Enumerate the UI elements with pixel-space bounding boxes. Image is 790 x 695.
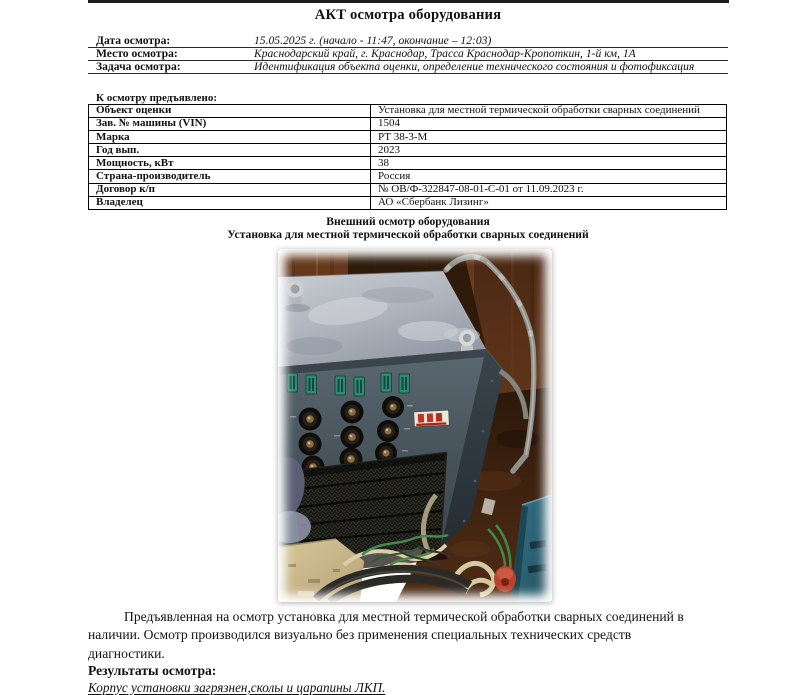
equip-label: Мощность, кВт	[89, 157, 371, 170]
findings-line: диагностики.	[88, 645, 165, 661]
table-row	[89, 196, 727, 209]
table-row	[88, 47, 728, 60]
equip-value: Россия	[371, 170, 727, 183]
presented-heading: К осмотру предъявлено:	[96, 92, 218, 104]
table-row	[89, 131, 727, 144]
equipment-photo-illustration	[278, 249, 552, 602]
table-row	[89, 170, 727, 183]
section-heading: Внешний осмотр оборудования	[326, 215, 490, 228]
page-title: АКТ осмотра оборудования	[314, 7, 502, 23]
equip-value: Установка для местной термической обработки сварных соединений	[371, 105, 727, 118]
meta-label: Задача осмотра:	[88, 60, 248, 73]
equipment-photo	[278, 249, 552, 602]
findings-paragraph	[88, 608, 738, 663]
table-row	[88, 60, 728, 73]
equip-label: Марка	[89, 131, 371, 144]
equip-value: 2023	[371, 144, 727, 157]
equip-label: Год вып.	[89, 144, 371, 157]
inspection-meta-table	[88, 35, 728, 74]
equip-label: Страна-производитель	[89, 170, 371, 183]
equip-value: РТ 38-3-М	[371, 131, 727, 144]
meta-label: Дата осмотра:	[88, 35, 248, 47]
meta-value: 15.05.2025 г. (начало - 11:47, окончание – 12:03)	[248, 35, 728, 47]
equip-label: Договор к/п	[89, 183, 371, 196]
table-row	[89, 157, 727, 170]
top-divider	[88, 0, 729, 3]
meta-label: Место осмотра:	[88, 47, 248, 60]
results-heading: Результаты осмотра:	[88, 663, 217, 678]
equip-value: 38	[371, 157, 727, 170]
results-value: Корпус установки загрязнен,сколы и царапины ЛКП.	[88, 679, 386, 695]
table-row	[88, 35, 728, 47]
equip-value: АО «Сбербанк Лизинг»	[371, 196, 727, 209]
equipment-details-table	[88, 104, 727, 210]
table-row	[89, 105, 727, 118]
red-cable-connector	[494, 566, 516, 592]
equip-value: 1504	[371, 118, 727, 131]
findings-line: Предъявленная на осмотр установка для местной термической обработки сварных соединений в	[124, 609, 684, 624]
table-row	[89, 118, 727, 131]
findings-line: наличии. Осмотр производился визуально без применения специальных технических средств	[88, 627, 632, 643]
table-row	[89, 144, 727, 157]
equip-value: № ОВ/Ф-322847-08-01-С-01 от 11.09.2023 г.	[371, 183, 727, 196]
equip-label: Объект оценки	[89, 105, 371, 118]
meta-value: Краснодарский край, г. Краснодар, Трасса Краснодар-Кропоткин, 1-й км, 1А	[248, 47, 728, 60]
meta-value: Идентификация объекта оценки, определение технического состояния и фотофиксация	[248, 60, 728, 73]
section-subheading: Установка для местной термической обработки сварных соединений	[227, 228, 589, 241]
equip-label: Владелец	[89, 196, 371, 209]
table-row	[89, 183, 727, 196]
red-breaker-switch	[414, 410, 450, 427]
equip-label: Зав. № машины (VIN)	[89, 118, 371, 131]
